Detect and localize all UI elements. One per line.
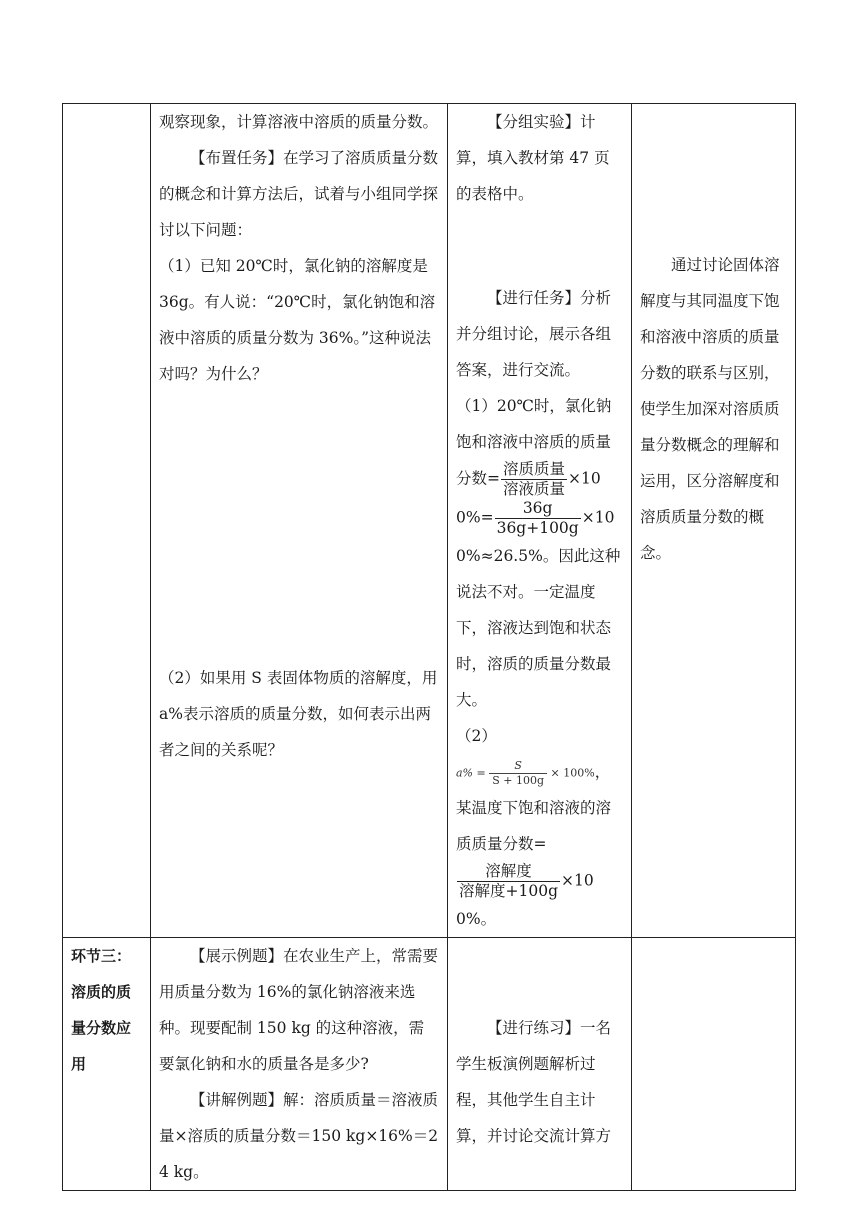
answer-2: （2）a% = $\frac{S}{S + 100g}$ × 100%，某温度下饱和溶液的溶质质量分数= $\frac{\text{溶解度}}{\text{溶解度+100g}}$ ×100%。 — [456, 727, 612, 928]
group-experiment-paragraph: 【分组实验】计算，填入教材第 47 页的表格中。 — [456, 113, 610, 203]
question-1: （1）已知 20℃时，氯化钠的溶解度是 36g。有人说：“20℃时，氯化钠饱和溶液中溶质的质量分数为 36%。”这种说法对吗？为什么？ — [159, 257, 436, 383]
observe-paragraph: 观察现象，计算溶液中溶质的质量分数。 — [159, 113, 439, 131]
perform-task-paragraph: 【进行任务】分析并分组讨论，展示各组答案，进行交流。 — [456, 289, 612, 379]
example-paragraph: 【展示例题】在农业生产上，常需要用质量分数为 16%的氯化钠溶液来选种。现要配制 150 kg 的这种溶液，需要氯化钠和水的质量各是多少? — [159, 947, 439, 1073]
student-activity-cell — [448, 104, 632, 938]
assign-task-paragraph: 【布置任务】在学习了溶质质量分数的概念和计算方法后，试着与小组同学探讨以下问题： — [159, 149, 439, 239]
stage-cell — [63, 104, 151, 938]
fraction-mass: $\frac{\text{溶质质量}}{\text{溶液质量}}$ — [503, 460, 566, 498]
design-intent-text: 通过讨论固体溶解度与其同温度下饱和溶液中溶质的质量分数的联系与区别，使学生加深对溶质质量分数概念的理解和运用，区分溶解度和溶质质量分数的概念。 — [640, 256, 780, 562]
table-row — [63, 938, 796, 1191]
teacher-activity-cell — [151, 938, 448, 1191]
design-intent-cell — [632, 104, 796, 938]
teacher-activity-cell — [151, 104, 448, 938]
fraction-36g: $\frac{36g}{36g+100g}$ — [496, 499, 579, 537]
stage-cell — [63, 938, 151, 1191]
formula-image: a% = $\frac{S}{S + 100g}$ × 100% — [456, 758, 595, 787]
design-intent-cell — [632, 938, 796, 1191]
practice-paragraph: 【进行练习】一名学生板演例题解析过程，其他学生自主计算，并讨论交流计算方 — [456, 1019, 612, 1145]
answer-1: （1）20℃时，氯化钠饱和溶液中溶质的质量分数= $\frac{\text{溶质质量}}{\text{溶液质量}}$ ×100%= $\frac{36g}{36g+100g}$ ×100%≈26.5%。因此这种说法不对。一定温度下，溶液达到饱和状态时，溶质的质量分数最大。 — [456, 397, 621, 709]
student-activity-cell — [448, 938, 632, 1191]
fraction-solubility: $\frac{\text{溶解度}}{\text{溶解度+100g}}$ — [459, 862, 558, 900]
question-2: （2）如果用 S 表固体物质的溶解度，用 a%表示溶质的质量分数，如何表示出两者之间的关系呢？ — [159, 669, 438, 759]
table-row — [63, 104, 796, 938]
lesson-plan-table — [62, 103, 796, 1191]
stage-title: 环节三：溶质的质量分数应用 — [71, 947, 132, 1073]
explain-paragraph: 【讲解例题】解：溶质质量＝溶液质量×溶质的质量分数＝150 kg×16%＝24 kg。 — [159, 1091, 439, 1181]
